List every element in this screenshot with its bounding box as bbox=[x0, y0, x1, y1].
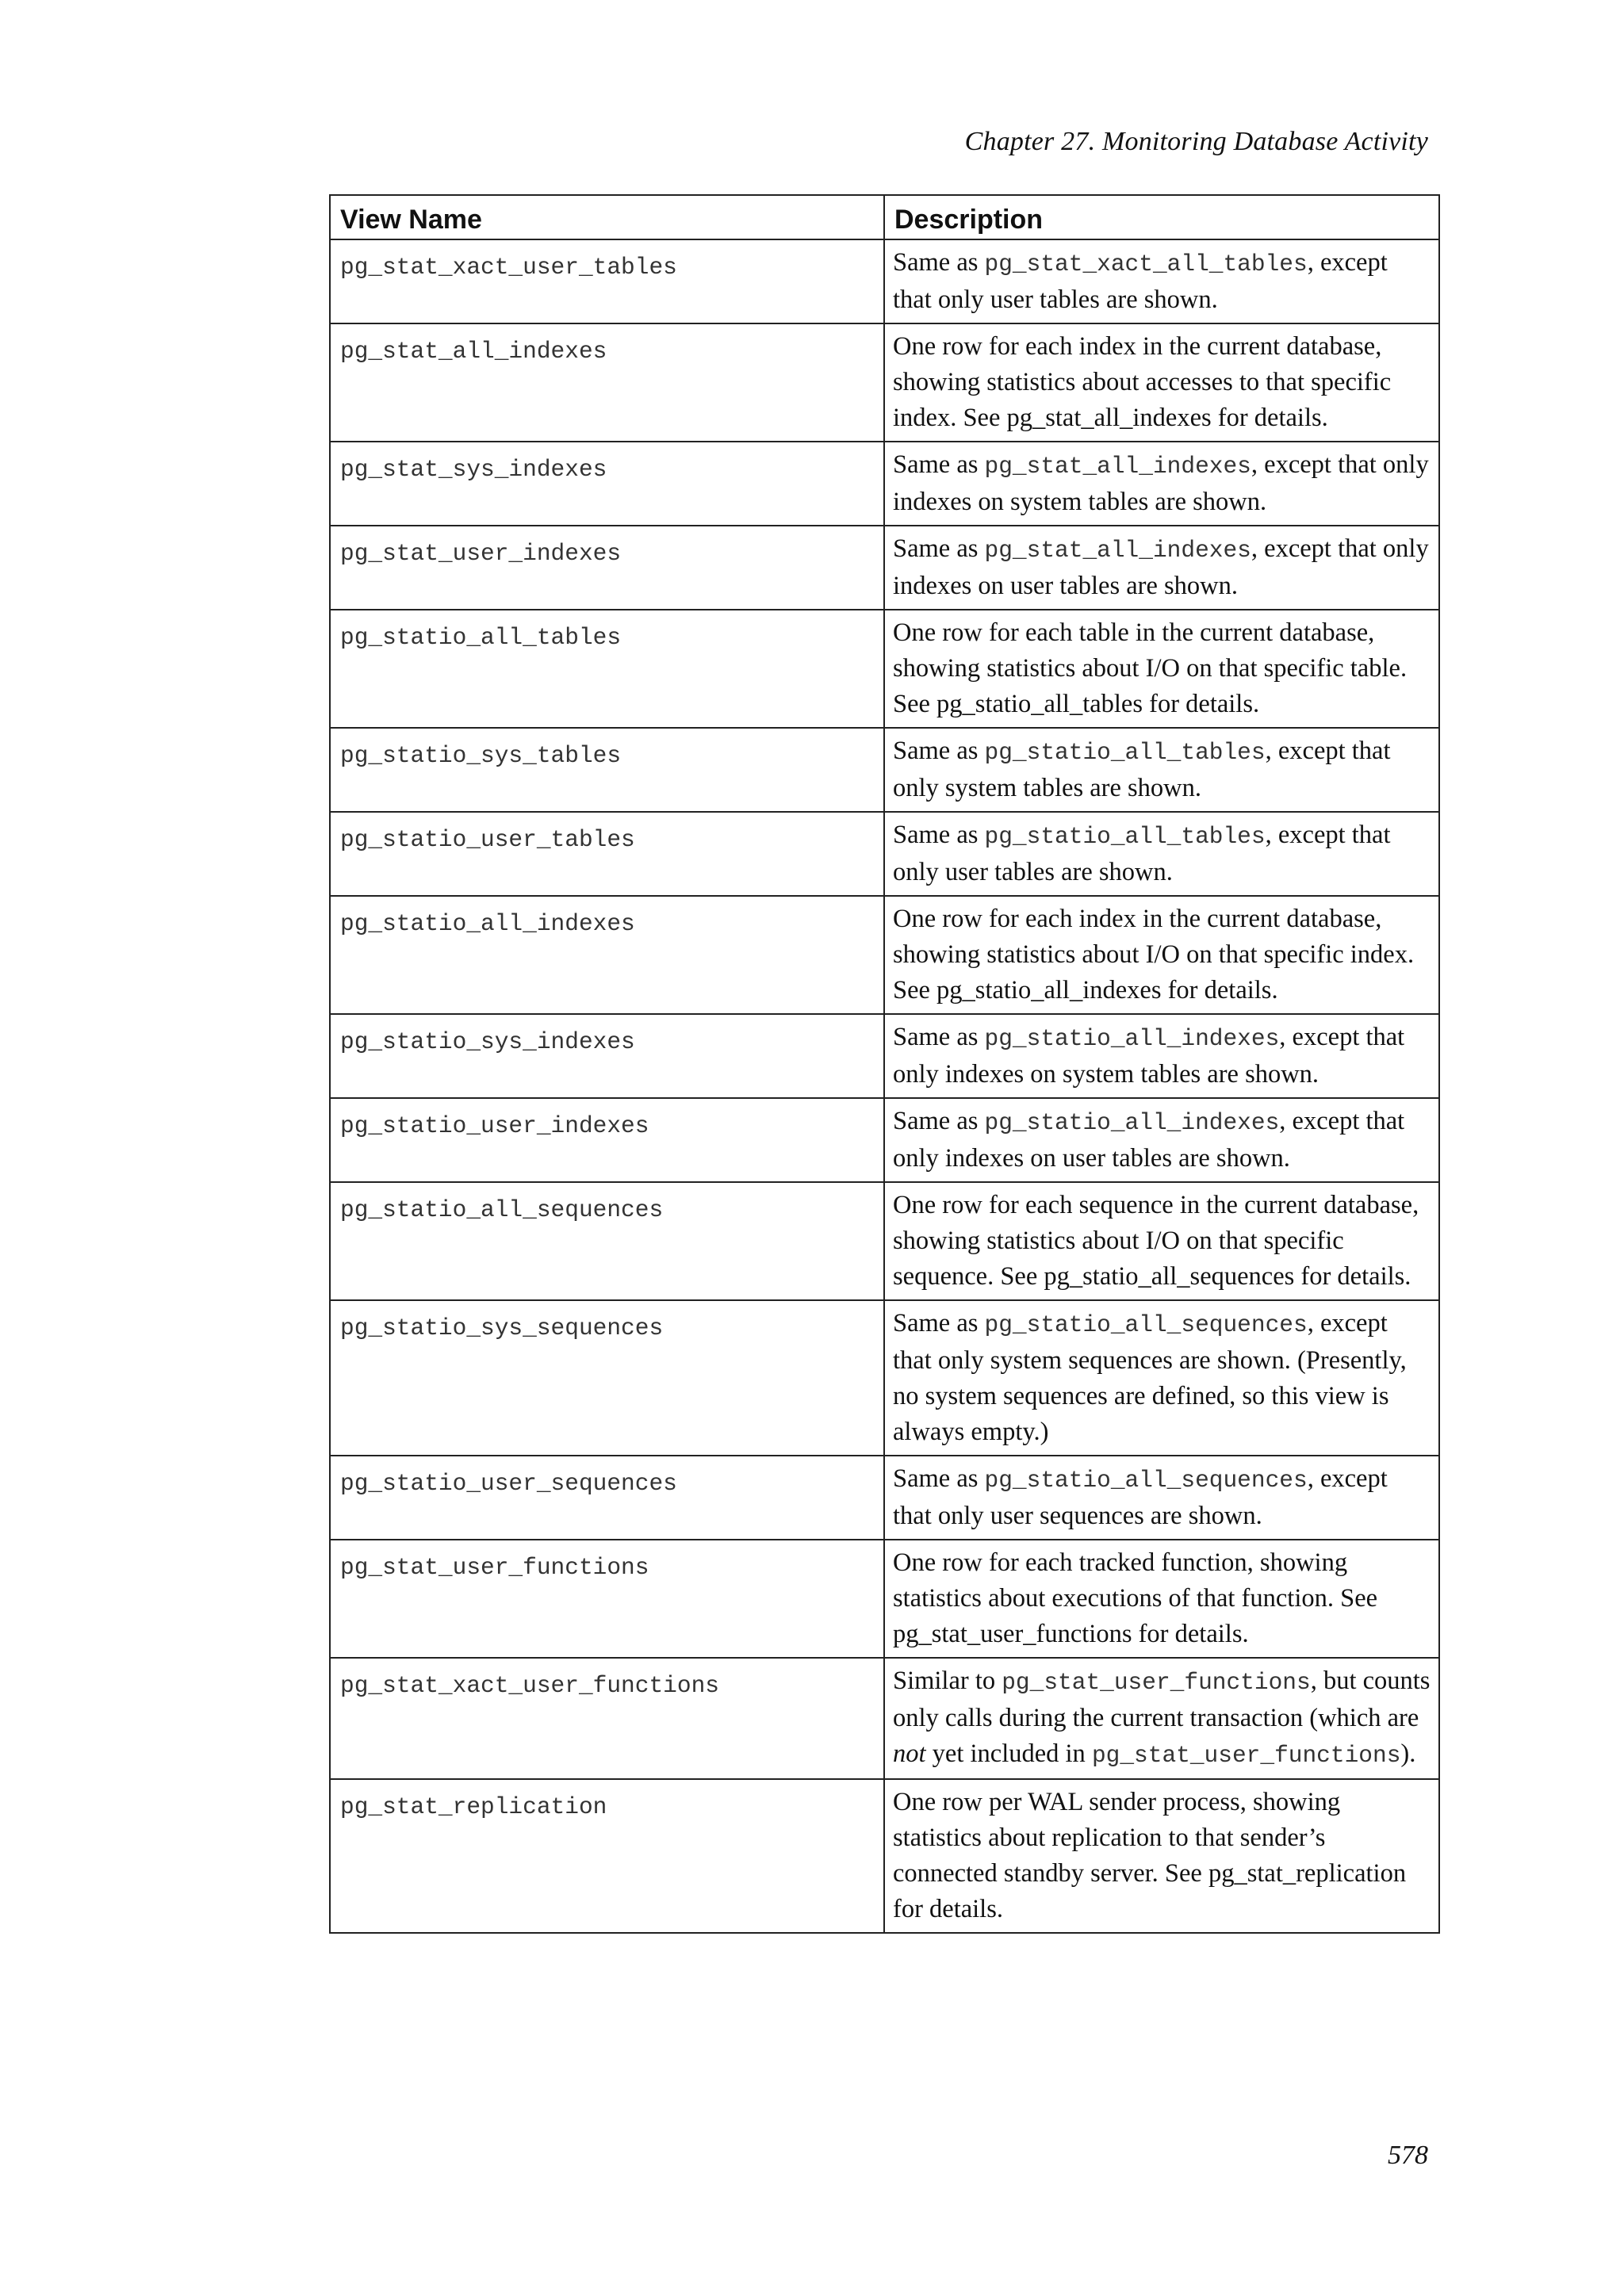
code-reference: pg_statio_all_tables bbox=[984, 739, 1266, 766]
code-reference: pg_stat_all_indexes bbox=[984, 537, 1251, 564]
table-row bbox=[330, 442, 1439, 526]
description-cell bbox=[884, 1182, 1439, 1300]
description-cell bbox=[884, 1300, 1439, 1456]
code-reference: pg_statio_all_indexes bbox=[984, 1109, 1280, 1136]
description-cell bbox=[884, 1098, 1439, 1182]
description-cell bbox=[884, 1540, 1439, 1658]
description-text: yet included in bbox=[925, 1739, 1092, 1768]
description-text: One row for each index in the current database, showing statistics about I/O on that specific index. See pg_statio_all_indexes for details. bbox=[893, 905, 1415, 1004]
description-text: One row per WAL sender process, showing statistics about replication to that sender’s connected standby server. See pg_stat_replication for details. bbox=[893, 1788, 1407, 1923]
description-cell bbox=[884, 442, 1439, 526]
table-row bbox=[330, 1540, 1439, 1658]
table-body bbox=[330, 239, 1439, 1933]
table-row bbox=[330, 323, 1439, 442]
page-number: 578 bbox=[1388, 2141, 1428, 2170]
view-name-cell: pg_stat_user_functions bbox=[330, 1540, 884, 1658]
description-text: , except that only indexes on system tables are shown. bbox=[893, 1023, 1405, 1089]
description-text: , except that only indexes on system tables are shown. bbox=[893, 450, 1429, 516]
description-text: Same as bbox=[893, 1464, 985, 1493]
description-cell bbox=[884, 1779, 1439, 1933]
view-name-cell: pg_statio_all_tables bbox=[330, 610, 884, 728]
description-cell bbox=[884, 239, 1439, 323]
view-name-cell: pg_statio_user_indexes bbox=[330, 1098, 884, 1182]
description-cell bbox=[884, 1014, 1439, 1098]
description-text: , except that only indexes on user tables are shown. bbox=[893, 534, 1429, 600]
description-text: Same as bbox=[893, 534, 985, 563]
description-text: , except that only user tables are shown. bbox=[893, 248, 1388, 314]
view-name-cell: pg_statio_all_sequences bbox=[330, 1182, 884, 1300]
view-name-cell: pg_statio_sys_tables bbox=[330, 728, 884, 812]
table-row bbox=[330, 1300, 1439, 1456]
view-name-cell: pg_stat_sys_indexes bbox=[330, 442, 884, 526]
description-text: , except that only user tables are shown. bbox=[893, 821, 1391, 886]
description-text: One row for each tracked function, showing statistics about executions of that function. See pg_stat_user_functions for details. bbox=[893, 1548, 1378, 1648]
description-text: Same as bbox=[893, 1107, 985, 1135]
table-row bbox=[330, 1658, 1439, 1779]
table-row bbox=[330, 1014, 1439, 1098]
description-text: Same as bbox=[893, 1309, 985, 1337]
table-row bbox=[330, 896, 1439, 1014]
view-name-cell: pg_statio_user_tables bbox=[330, 812, 884, 896]
description-cell bbox=[884, 1456, 1439, 1540]
code-reference: pg_statio_all_tables bbox=[984, 823, 1266, 850]
column-header-description: Description bbox=[884, 195, 1439, 239]
description-cell bbox=[884, 896, 1439, 1014]
table-row bbox=[330, 526, 1439, 610]
code-reference: pg_statio_all_indexes bbox=[984, 1025, 1280, 1052]
table-row bbox=[330, 239, 1439, 323]
description-text: , except that only indexes on user tables are shown. bbox=[893, 1107, 1405, 1173]
view-name-cell: pg_statio_sys_sequences bbox=[330, 1300, 884, 1456]
description-text: One row for each sequence in the current database, showing statistics about I/O on that specific sequence. See pg_statio_all_sequences for details. bbox=[893, 1191, 1419, 1291]
description-text: , except that only system tables are shown. bbox=[893, 737, 1391, 802]
statistics-views-table bbox=[329, 194, 1440, 1934]
description-text: Same as bbox=[893, 248, 985, 277]
view-name-cell: pg_stat_all_indexes bbox=[330, 323, 884, 442]
description-cell bbox=[884, 526, 1439, 610]
description-text: , but counts only calls during the current transaction (which are bbox=[893, 1667, 1431, 1732]
description-text: One row for each index in the current database, showing statistics about accesses to that specific index. See pg_stat_all_indexes for details. bbox=[893, 332, 1392, 432]
description-text: Same as bbox=[893, 737, 985, 765]
code-reference: pg_stat_user_functions bbox=[1091, 1742, 1401, 1769]
table-row bbox=[330, 1182, 1439, 1300]
view-name-cell: pg_statio_sys_indexes bbox=[330, 1014, 884, 1098]
code-reference: pg_stat_user_functions bbox=[1002, 1669, 1311, 1696]
description-cell bbox=[884, 323, 1439, 442]
table-row bbox=[330, 812, 1439, 896]
view-name-cell: pg_statio_user_sequences bbox=[330, 1456, 884, 1540]
description-cell bbox=[884, 610, 1439, 728]
code-reference: pg_stat_xact_all_tables bbox=[984, 251, 1308, 277]
description-text: ). bbox=[1400, 1739, 1416, 1768]
view-name-cell: pg_statio_all_indexes bbox=[330, 896, 884, 1014]
description-text: not bbox=[893, 1739, 926, 1768]
running-header: Chapter 27. Monitoring Database Activity bbox=[964, 127, 1428, 156]
description-text: One row for each table in the current database, showing statistics about I/O on that specific table. See pg_statio_all_tables for details. bbox=[893, 618, 1408, 718]
view-name-cell: pg_stat_xact_user_functions bbox=[330, 1658, 884, 1779]
description-text: Same as bbox=[893, 450, 985, 479]
description-text: , except that only system sequences are shown. (Presently, no system sequences are defined, so this view is always empty.) bbox=[893, 1309, 1407, 1446]
table-row bbox=[330, 1098, 1439, 1182]
code-reference: pg_statio_all_sequences bbox=[984, 1467, 1308, 1494]
code-reference: pg_statio_all_sequences bbox=[984, 1311, 1308, 1338]
table-row bbox=[330, 1456, 1439, 1540]
code-reference: pg_stat_all_indexes bbox=[984, 453, 1251, 480]
table-row bbox=[330, 610, 1439, 728]
description-text: Similar to bbox=[893, 1667, 1002, 1695]
view-name-cell: pg_stat_replication bbox=[330, 1779, 884, 1933]
description-cell bbox=[884, 1658, 1439, 1779]
view-name-cell: pg_stat_xact_user_tables bbox=[330, 239, 884, 323]
description-text: Same as bbox=[893, 821, 985, 849]
description-text: , except that only user sequences are shown. bbox=[893, 1464, 1388, 1530]
description-cell bbox=[884, 812, 1439, 896]
table-row bbox=[330, 728, 1439, 812]
table-header-row bbox=[330, 195, 1439, 239]
view-name-cell: pg_stat_user_indexes bbox=[330, 526, 884, 610]
description-text: Same as bbox=[893, 1023, 985, 1051]
table-row bbox=[330, 1779, 1439, 1933]
description-cell bbox=[884, 728, 1439, 812]
column-header-view-name: View Name bbox=[330, 195, 884, 239]
